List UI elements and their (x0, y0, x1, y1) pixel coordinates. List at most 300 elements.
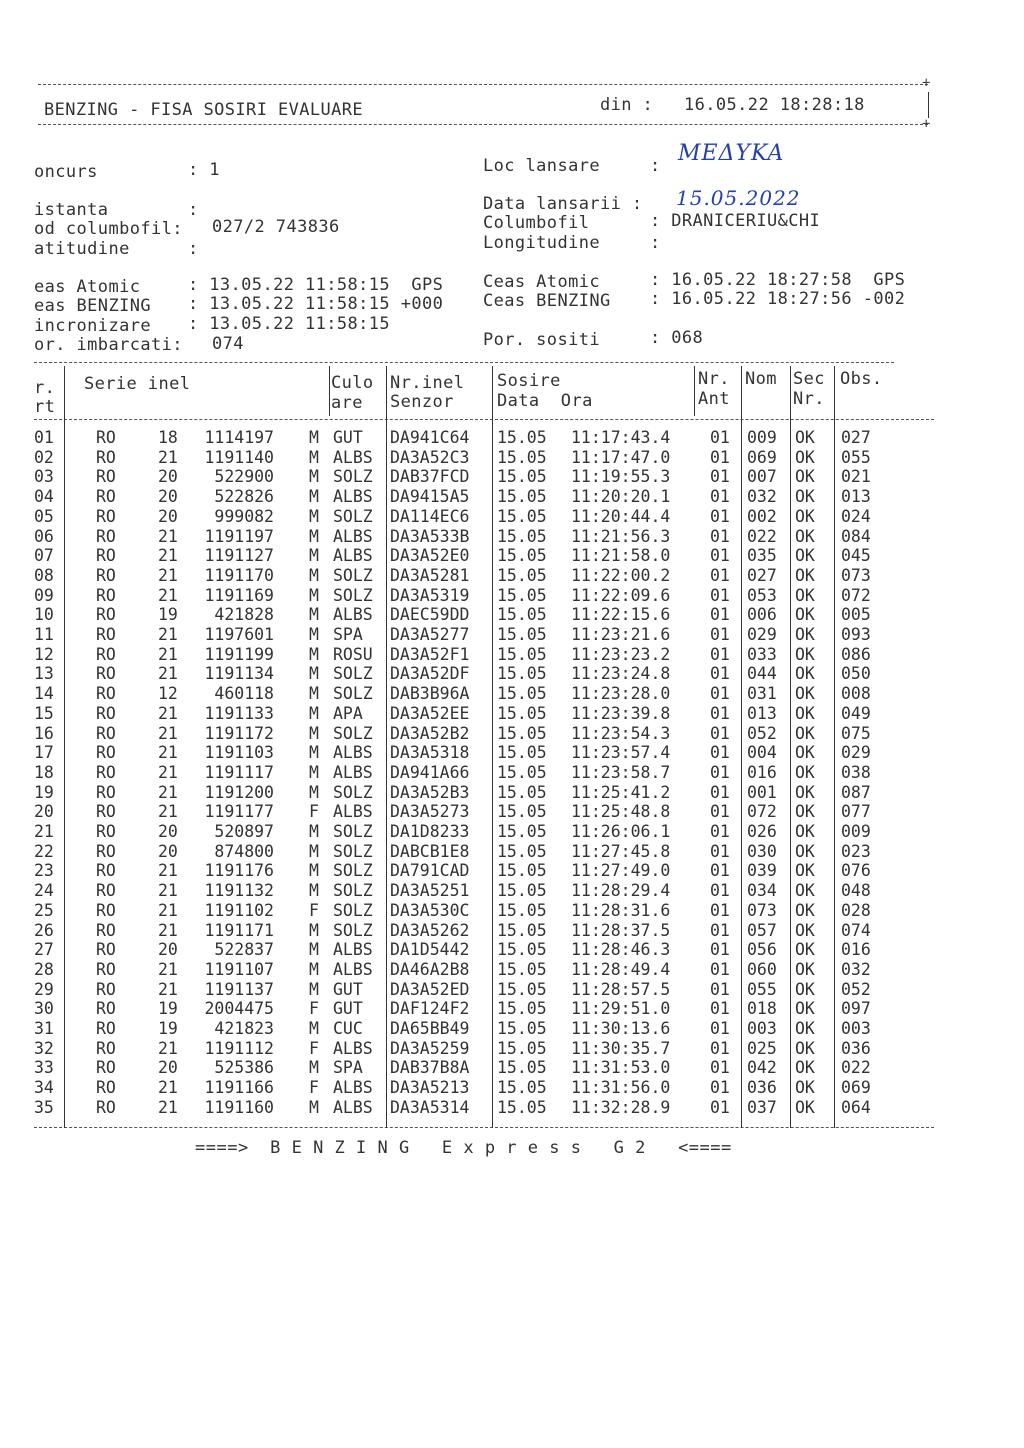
row-time: 11:32:28.9 (571, 1097, 671, 1117)
row-antenna: 01 (710, 959, 730, 979)
row-nom: 029 (747, 625, 777, 644)
row-ring-number: 2004475 (204, 999, 274, 1019)
row-time: 11:28:49.4 (571, 959, 671, 979)
row-nr: 11 (34, 625, 54, 644)
print-date-value: 16.05.22 18:28:18 (684, 95, 865, 115)
row-nr: 28 (34, 959, 54, 979)
row-sensor: DABCB1E8 (390, 841, 470, 861)
rule-corner: + (922, 116, 931, 132)
row-nr: 34 (34, 1078, 54, 1098)
latitudine-value: : (188, 239, 199, 259)
row-country: RO (96, 841, 116, 861)
row-sec: OK (795, 506, 815, 526)
row-date: 15.05 (497, 900, 547, 920)
row-ring-number: 1191169 (204, 585, 274, 605)
row-nr: 20 (34, 802, 54, 822)
row-year: 19 (158, 1019, 178, 1038)
row-nom: 073 (747, 900, 777, 920)
row-ring-number: 1191200 (204, 782, 274, 802)
row-ring-number: 522900 (214, 467, 274, 487)
row-ring-number: 874800 (214, 841, 274, 861)
row-date: 15.05 (497, 684, 547, 704)
ceas-benzing-start-value: : 13.05.22 11:58:15 +000 (188, 294, 444, 314)
header-right-border (928, 92, 929, 118)
row-sensor: DA65BB49 (390, 1019, 470, 1038)
row-sex: F (309, 999, 319, 1019)
row-nr: 30 (34, 999, 54, 1019)
row-nom: 035 (747, 546, 777, 566)
row-antenna: 01 (710, 467, 730, 487)
row-date: 15.05 (497, 940, 547, 960)
row-country: RO (96, 664, 116, 684)
row-date: 15.05 (497, 487, 547, 507)
cod-columbofil-label: od columbofil: (34, 219, 183, 239)
row-nr: 13 (34, 664, 54, 684)
row-sex: M (309, 959, 319, 979)
row-country: RO (96, 1038, 116, 1058)
row-nr: 26 (34, 920, 54, 940)
row-sensor: DA3A530C (390, 900, 470, 920)
row-antenna: 01 (710, 1038, 730, 1058)
row-antenna: 01 (710, 861, 730, 881)
row-date: 15.05 (497, 959, 547, 979)
table-row (0, 487, 1024, 507)
row-year: 21 (158, 585, 178, 605)
row-obs: 005 (841, 605, 871, 625)
row-ring-number: 1191160 (204, 1097, 274, 1117)
row-time: 11:28:57.5 (571, 979, 671, 999)
row-sex: M (309, 1058, 319, 1078)
row-antenna: 01 (710, 664, 730, 684)
row-color: ALBS (333, 605, 373, 625)
row-nom: 002 (747, 506, 777, 526)
row-sensor: DA791CAD (390, 861, 470, 881)
row-nom: 072 (747, 802, 777, 822)
row-time: 11:21:56.3 (571, 526, 671, 546)
row-color: SOLZ (333, 900, 373, 920)
row-sex: M (309, 881, 319, 901)
row-ring-number: 1191166 (204, 1078, 274, 1098)
header-top-rule (38, 84, 928, 85)
row-country: RO (96, 723, 116, 743)
table-header-rule (34, 419, 934, 420)
row-sex: M (309, 506, 319, 526)
row-antenna: 01 (710, 546, 730, 566)
latitudine-label: atitudine (34, 239, 130, 259)
row-time: 11:23:28.0 (571, 684, 671, 704)
row-time: 11:23:23.2 (571, 644, 671, 664)
col-header-sosire: Sosire (497, 371, 561, 391)
row-sensor: DA3A5251 (390, 881, 470, 901)
row-date: 15.05 (497, 526, 547, 546)
row-antenna: 01 (710, 1097, 730, 1117)
row-date: 15.05 (497, 467, 547, 487)
row-ring-number: 1114197 (204, 428, 274, 447)
table-row (0, 822, 1024, 842)
row-obs: 036 (841, 1038, 871, 1058)
row-color: CUC (333, 1019, 363, 1038)
row-country: RO (96, 1019, 116, 1038)
row-time: 11:17:47.0 (571, 447, 671, 467)
row-obs: 048 (841, 881, 871, 901)
row-date: 15.05 (497, 585, 547, 605)
row-sec: OK (795, 585, 815, 605)
row-time: 11:22:15.6 (571, 605, 671, 625)
row-sec: OK (795, 822, 815, 841)
col-divider (329, 366, 330, 416)
table-row (0, 605, 1024, 625)
row-sec: OK (795, 664, 815, 684)
row-obs: 072 (841, 585, 871, 605)
row-sex: M (309, 428, 319, 447)
ceas-atomic-end-value: : 16.05.22 18:27:58 GPS (650, 270, 906, 290)
row-nom: 009 (747, 428, 777, 447)
row-nom: 022 (747, 526, 777, 546)
row-obs: 074 (841, 920, 871, 940)
row-country: RO (96, 940, 116, 960)
row-ring-number: 1191102 (204, 900, 274, 920)
row-country: RO (96, 1097, 116, 1117)
porumbei-sositi-value: : 068 (650, 328, 704, 348)
row-antenna: 01 (710, 506, 730, 526)
row-obs: 069 (841, 1078, 871, 1098)
row-year: 21 (158, 881, 178, 901)
row-year: 21 (158, 703, 178, 723)
row-date: 15.05 (497, 625, 547, 644)
row-date: 15.05 (497, 841, 547, 861)
row-color: ALBS (333, 762, 373, 782)
row-year: 20 (158, 467, 178, 487)
row-color: SPA (333, 625, 363, 644)
distanta-label: istanta (34, 200, 109, 220)
row-sex: M (309, 822, 319, 841)
col-header-senzor: Senzor (390, 392, 454, 412)
row-nr: 15 (34, 703, 54, 723)
row-ring-number: 1191137 (204, 979, 274, 999)
row-sex: F (309, 802, 319, 822)
row-antenna: 01 (710, 940, 730, 960)
row-nr: 14 (34, 684, 54, 704)
row-sec: OK (795, 782, 815, 802)
row-time: 11:28:37.5 (571, 920, 671, 940)
row-obs: 027 (841, 428, 871, 447)
row-time: 11:23:39.8 (571, 703, 671, 723)
row-date: 15.05 (497, 1097, 547, 1117)
row-year: 21 (158, 565, 178, 585)
row-year: 21 (158, 447, 178, 467)
row-country: RO (96, 822, 116, 841)
row-obs: 097 (841, 999, 871, 1019)
row-obs: 022 (841, 1058, 871, 1078)
row-sec: OK (795, 861, 815, 881)
row-sensor: DAF124F2 (390, 999, 470, 1019)
row-sec: OK (795, 802, 815, 822)
row-nr: 02 (34, 447, 54, 467)
row-year: 21 (158, 644, 178, 664)
row-color: SOLZ (333, 861, 373, 881)
row-obs: 045 (841, 546, 871, 566)
row-year: 21 (158, 782, 178, 802)
row-color: SOLZ (333, 565, 373, 585)
row-nom: 056 (747, 940, 777, 960)
row-ring-number: 999082 (214, 506, 274, 526)
distanta-value: : (188, 200, 199, 220)
row-color: APA (333, 703, 363, 723)
col-header-obs: Obs. (840, 369, 883, 389)
row-nom: 004 (747, 743, 777, 763)
row-color: SOLZ (333, 920, 373, 940)
porumbei-sositi-label: Por. sositi (483, 330, 600, 350)
row-ring-number: 1191127 (204, 546, 274, 566)
row-antenna: 01 (710, 743, 730, 763)
row-year: 21 (158, 526, 178, 546)
row-obs: 003 (841, 1019, 871, 1038)
row-obs: 084 (841, 526, 871, 546)
row-antenna: 01 (710, 900, 730, 920)
row-antenna: 01 (710, 920, 730, 940)
table-row (0, 625, 1024, 645)
row-color: SOLZ (333, 782, 373, 802)
row-color: ALBS (333, 487, 373, 507)
row-sec: OK (795, 1058, 815, 1078)
row-sex: M (309, 703, 319, 723)
table-row (0, 881, 1024, 901)
row-time: 11:25:48.8 (571, 802, 671, 822)
row-sensor: DA3A52E0 (390, 546, 470, 566)
row-date: 15.05 (497, 822, 547, 841)
row-sec: OK (795, 979, 815, 999)
table-row (0, 664, 1024, 684)
row-nom: 001 (747, 782, 777, 802)
row-country: RO (96, 684, 116, 704)
row-time: 11:22:09.6 (571, 585, 671, 605)
row-sec: OK (795, 1078, 815, 1098)
header-bottom-rule (38, 124, 928, 125)
row-sensor: DAB3B96A (390, 684, 470, 704)
row-ring-number: 520897 (214, 822, 274, 841)
longitudine-label: Longitudine (483, 233, 600, 253)
col-header-sec: Sec (793, 369, 825, 389)
row-sensor: DA3A5314 (390, 1097, 470, 1117)
row-sensor: DA3A5213 (390, 1078, 470, 1098)
row-date: 15.05 (497, 782, 547, 802)
row-antenna: 01 (710, 703, 730, 723)
row-nr: 25 (34, 900, 54, 920)
row-antenna: 01 (710, 999, 730, 1019)
row-sec: OK (795, 565, 815, 585)
row-time: 11:27:45.8 (571, 841, 671, 861)
row-nom: 055 (747, 979, 777, 999)
table-row (0, 921, 1024, 941)
row-time: 11:19:55.3 (571, 467, 671, 487)
sincronizare-value: : 13.05.22 11:58:15 (188, 314, 391, 334)
row-nr: 16 (34, 723, 54, 743)
row-color: SOLZ (333, 585, 373, 605)
row-obs: 077 (841, 802, 871, 822)
row-nr: 04 (34, 487, 54, 507)
row-sex: F (309, 1078, 319, 1098)
row-sensor: DA3A533B (390, 526, 470, 546)
row-sec: OK (795, 900, 815, 920)
concurs-value: : 1 (188, 160, 220, 180)
row-sex: M (309, 723, 319, 743)
row-obs: 064 (841, 1097, 871, 1117)
row-date: 15.05 (497, 999, 547, 1019)
row-nr: 23 (34, 861, 54, 881)
row-nr: 27 (34, 940, 54, 960)
row-antenna: 01 (710, 782, 730, 802)
row-sec: OK (795, 841, 815, 861)
row-obs: 024 (841, 506, 871, 526)
row-nom: 060 (747, 959, 777, 979)
row-nr: 09 (34, 585, 54, 605)
row-nom: 013 (747, 703, 777, 723)
table-row (0, 527, 1024, 547)
row-nr: 05 (34, 506, 54, 526)
row-sensor: DA941C64 (390, 428, 470, 447)
row-sensor: DA3A5277 (390, 625, 470, 644)
table-row (0, 566, 1024, 586)
row-nr: 33 (34, 1058, 54, 1078)
row-year: 20 (158, 841, 178, 861)
row-year: 12 (158, 684, 178, 704)
row-nom: 026 (747, 822, 777, 841)
row-time: 11:22:00.2 (571, 565, 671, 585)
row-sensor: DA3A5259 (390, 1038, 470, 1058)
row-sensor: DA3A52C3 (390, 447, 470, 467)
porumbei-imbarcati-label: or. imbarcati: (34, 335, 183, 355)
row-color: ALBS (333, 743, 373, 763)
row-color: ALBS (333, 1097, 373, 1117)
row-antenna: 01 (710, 447, 730, 467)
row-time: 11:21:58.0 (571, 546, 671, 566)
row-antenna: 01 (710, 802, 730, 822)
row-sensor: DA3A52F1 (390, 644, 470, 664)
row-date: 15.05 (497, 565, 547, 585)
row-nom: 018 (747, 999, 777, 1019)
row-date: 15.05 (497, 762, 547, 782)
columbofil-label: Columbofil (483, 213, 590, 233)
row-color: ALBS (333, 940, 373, 960)
row-sensor: DA3A52B2 (390, 723, 470, 743)
row-obs: 016 (841, 940, 871, 960)
row-time: 11:25:41.2 (571, 782, 671, 802)
row-sensor: DA114EC6 (390, 506, 470, 526)
row-sex: M (309, 1019, 319, 1038)
row-antenna: 01 (710, 684, 730, 704)
row-nr: 29 (34, 979, 54, 999)
row-sensor: DA3A52B3 (390, 782, 470, 802)
row-country: RO (96, 487, 116, 507)
row-ring-number: 421828 (214, 605, 274, 625)
row-time: 11:30:35.7 (571, 1038, 671, 1058)
col-header-ant: Ant (698, 389, 730, 409)
col-header-culoare: Culo (331, 373, 374, 393)
row-sensor: DA3A5262 (390, 920, 470, 940)
row-year: 18 (158, 428, 178, 447)
row-obs: 075 (841, 723, 871, 743)
row-color: ALBS (333, 447, 373, 467)
row-sec: OK (795, 526, 815, 546)
table-row (0, 802, 1024, 822)
row-year: 21 (158, 762, 178, 782)
row-date: 15.05 (497, 802, 547, 822)
row-year: 21 (158, 1078, 178, 1098)
row-country: RO (96, 625, 116, 644)
row-date: 15.05 (497, 428, 547, 447)
row-ring-number: 1191134 (204, 664, 274, 684)
row-nr: 08 (34, 565, 54, 585)
row-obs: 076 (841, 861, 871, 881)
row-sec: OK (795, 467, 815, 487)
row-country: RO (96, 467, 116, 487)
row-ring-number: 1191197 (204, 526, 274, 546)
row-sensor: DA46A2B8 (390, 959, 470, 979)
row-country: RO (96, 1078, 116, 1098)
row-obs: 050 (841, 664, 871, 684)
row-nom: 030 (747, 841, 777, 861)
row-antenna: 01 (710, 526, 730, 546)
table-row (0, 940, 1024, 960)
row-ring-number: 1191112 (204, 1038, 274, 1058)
row-antenna: 01 (710, 644, 730, 664)
loc-lansare-handwritten: MEΔYKA (678, 141, 785, 166)
row-year: 20 (158, 1058, 178, 1078)
table-row (0, 901, 1024, 921)
row-time: 11:23:58.7 (571, 762, 671, 782)
row-sec: OK (795, 1019, 815, 1038)
row-time: 11:28:29.4 (571, 881, 671, 901)
row-country: RO (96, 605, 116, 625)
row-time: 11:29:51.0 (571, 999, 671, 1019)
row-sensor: DAB37FCD (390, 467, 470, 487)
row-sensor: DA3A5281 (390, 565, 470, 585)
row-color: GUT (333, 999, 363, 1019)
col-header-nr-ant: Nr. (698, 369, 730, 389)
table-row (0, 467, 1024, 487)
table-row (0, 507, 1024, 527)
row-year: 20 (158, 940, 178, 960)
table-row (0, 704, 1024, 724)
row-country: RO (96, 585, 116, 605)
row-obs: 023 (841, 841, 871, 861)
row-nr: 22 (34, 841, 54, 861)
row-sec: OK (795, 447, 815, 467)
row-sex: M (309, 940, 319, 960)
row-nom: 037 (747, 1097, 777, 1117)
row-nr: 32 (34, 1038, 54, 1058)
row-color: ALBS (333, 802, 373, 822)
row-year: 21 (158, 546, 178, 566)
row-nom: 036 (747, 1078, 777, 1098)
row-country: RO (96, 762, 116, 782)
row-ring-number: 1191171 (204, 920, 274, 940)
row-country: RO (96, 703, 116, 723)
row-nr: 35 (34, 1097, 54, 1117)
row-time: 11:23:57.4 (571, 743, 671, 763)
row-country: RO (96, 802, 116, 822)
row-year: 19 (158, 999, 178, 1019)
row-color: GUT (333, 428, 363, 447)
row-color: ALBS (333, 546, 373, 566)
row-sec: OK (795, 762, 815, 782)
row-antenna: 01 (710, 585, 730, 605)
row-sex: M (309, 467, 319, 487)
row-country: RO (96, 861, 116, 881)
row-year: 21 (158, 1038, 178, 1058)
row-date: 15.05 (497, 1038, 547, 1058)
row-sex: F (309, 1038, 319, 1058)
